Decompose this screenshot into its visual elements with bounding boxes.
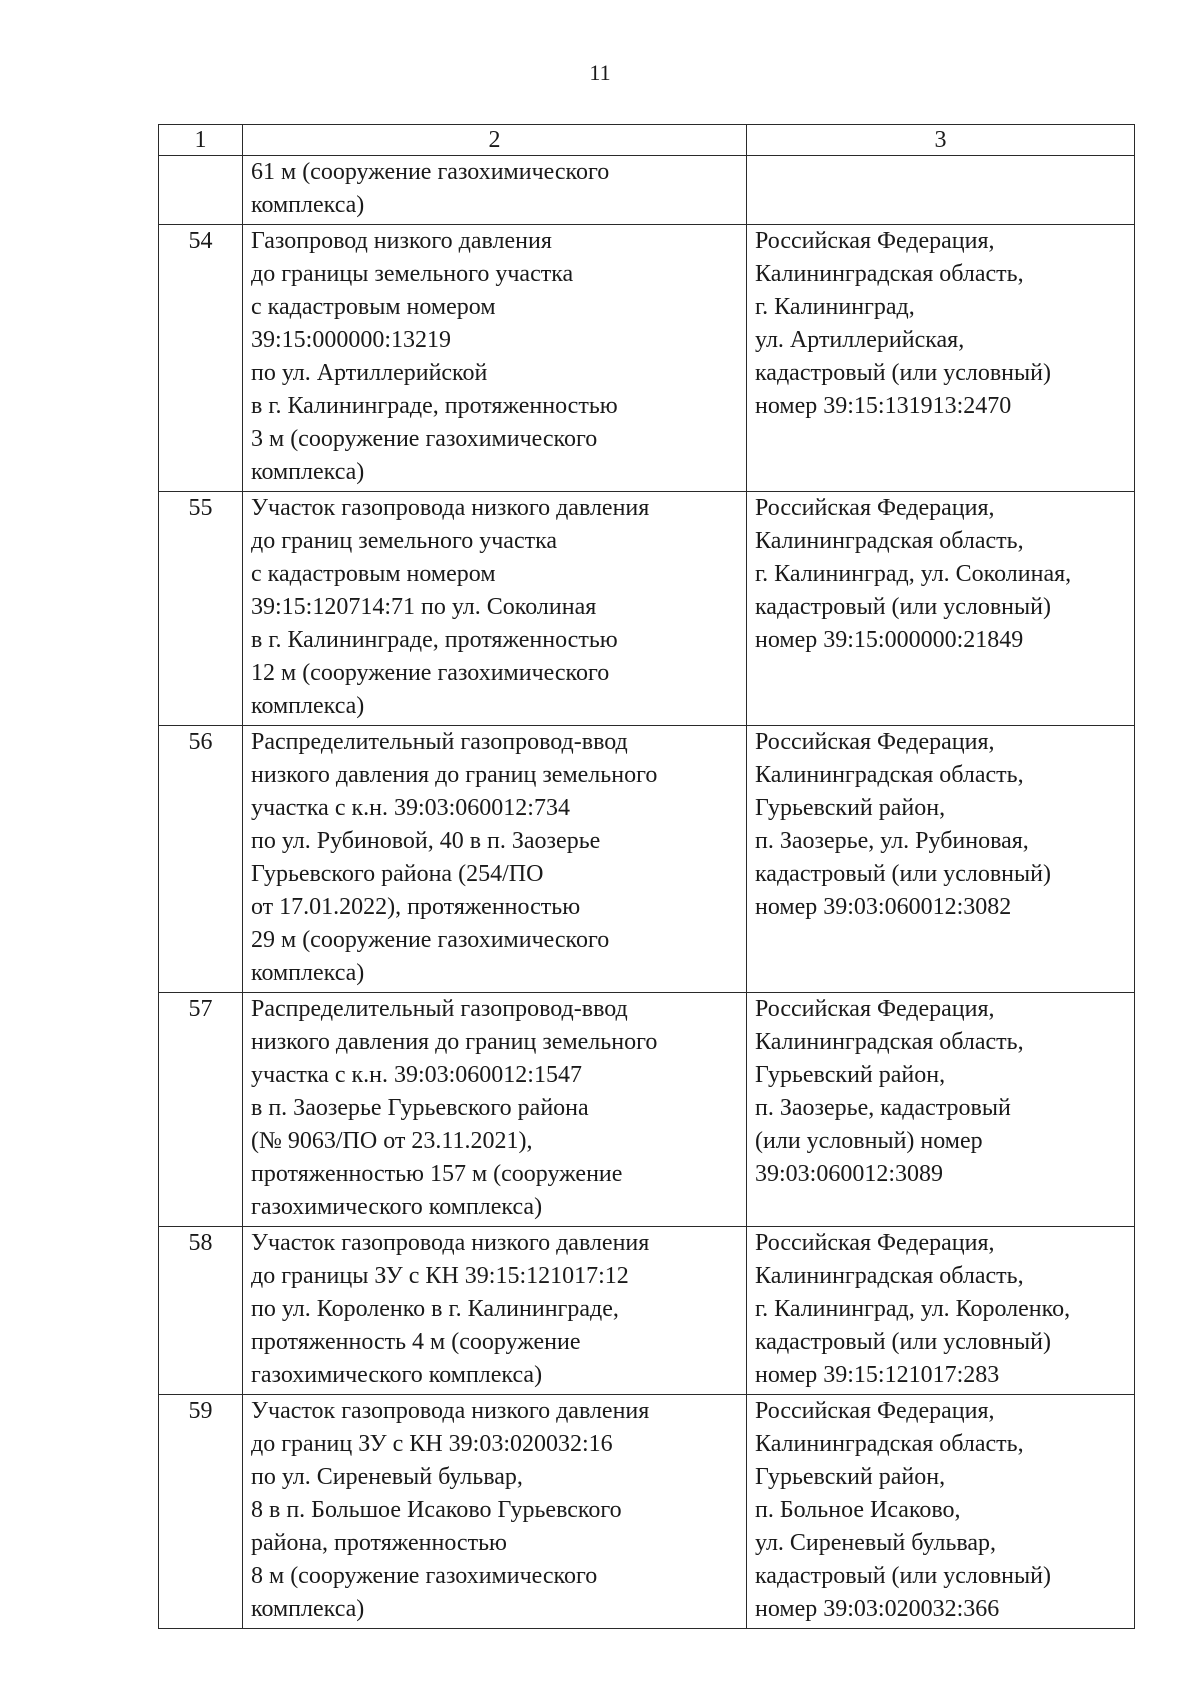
column-header-number: 1 (159, 125, 243, 156)
object-location: Российская Федерация, Калининградская область, г. Калининград, ул. Соколиная, кадастровый (или условный) номер 39:15:000000:21849 (747, 492, 1135, 726)
table-row (159, 225, 1135, 492)
object-location: Российская Федерация, Калининградская область, г. Калининград, ул. Артиллерийская, кадастровый (или условный) номер 39:15:131913:2470 (747, 225, 1135, 492)
object-location: Российская Федерация, Калининградская область, Гурьевский район, п. Заозерье, кадастровый (или условный) номер 39:03:060012:3089 (747, 993, 1135, 1227)
table-row (159, 1395, 1135, 1629)
object-description: 61 м (сооружение газохимического комплекса) (243, 156, 747, 225)
row-number: 57 (159, 993, 243, 1227)
row-number: 56 (159, 726, 243, 993)
registry-table (158, 124, 1135, 1629)
column-header-description: 2 (243, 125, 747, 156)
object-location: Российская Федерация, Калининградская область, г. Калининград, ул. Короленко, кадастровый (или условный) номер 39:15:121017:283 (747, 1227, 1135, 1395)
row-number: 55 (159, 492, 243, 726)
table-row (159, 492, 1135, 726)
row-number: 54 (159, 225, 243, 492)
table-row (159, 1227, 1135, 1395)
object-location (747, 156, 1135, 225)
table-row (159, 156, 1135, 225)
page-number: 11 (589, 60, 611, 85)
row-number: 58 (159, 1227, 243, 1395)
object-description: Распределительный газопровод-ввод низкого давления до границ земельного участка с к.н. 39:03:060012:734 по ул. Рубиновой, 40 в п. Заозерье Гурьевского района (254/ПО от 17.01.2022), протяженностью 29 м (сооружение газохимического комплекса) (243, 726, 747, 993)
object-description: Участок газопровода низкого давления до границ земельного участка с кадастровым номером 39:15:120714:71 по ул. Соколиная в г. Калининграде, протяженностью 12 м (сооружение газохимического комплекса) (243, 492, 747, 726)
object-description: Распределительный газопровод-ввод низкого давления до границ земельного участка с к.н. 39:03:060012:1547 в п. Заозерье Гурьевского района (№ 9063/ПО от 23.11.2021), протяженностью 157 м (сооружение газохимического комплекса) (243, 993, 747, 1227)
object-location: Российская Федерация, Калининградская область, Гурьевский район, п. Больное Исаково, ул. Сиреневый бульвар, кадастровый (или условный) номер 39:03:020032:366 (747, 1395, 1135, 1629)
object-description: Участок газопровода низкого давления до границ ЗУ с КН 39:03:020032:16 по ул. Сиреневый бульвар, 8 в п. Большое Исаково Гурьевского района, протяженностью 8 м (сооружение газохимического комплекса) (243, 1395, 747, 1629)
row-number: 59 (159, 1395, 243, 1629)
object-description: Газопровод низкого давления до границы земельного участка с кадастровым номером 39:15:000000:13219 по ул. Артиллерийской в г. Калининграде, протяженностью 3 м (сооружение газохимического комплекса) (243, 225, 747, 492)
row-number (159, 156, 243, 225)
table-header-row (159, 125, 1135, 156)
object-location: Российская Федерация, Калининградская область, Гурьевский район, п. Заозерье, ул. Рубиновая, кадастровый (или условный) номер 39:03:060012:3082 (747, 726, 1135, 993)
column-header-location: 3 (747, 125, 1135, 156)
table-row (159, 993, 1135, 1227)
object-description: Участок газопровода низкого давления до границы ЗУ с КН 39:15:121017:12 по ул. Короленко в г. Калининграде, протяженность 4 м (сооружение газохимического комплекса) (243, 1227, 747, 1395)
table-row (159, 726, 1135, 993)
